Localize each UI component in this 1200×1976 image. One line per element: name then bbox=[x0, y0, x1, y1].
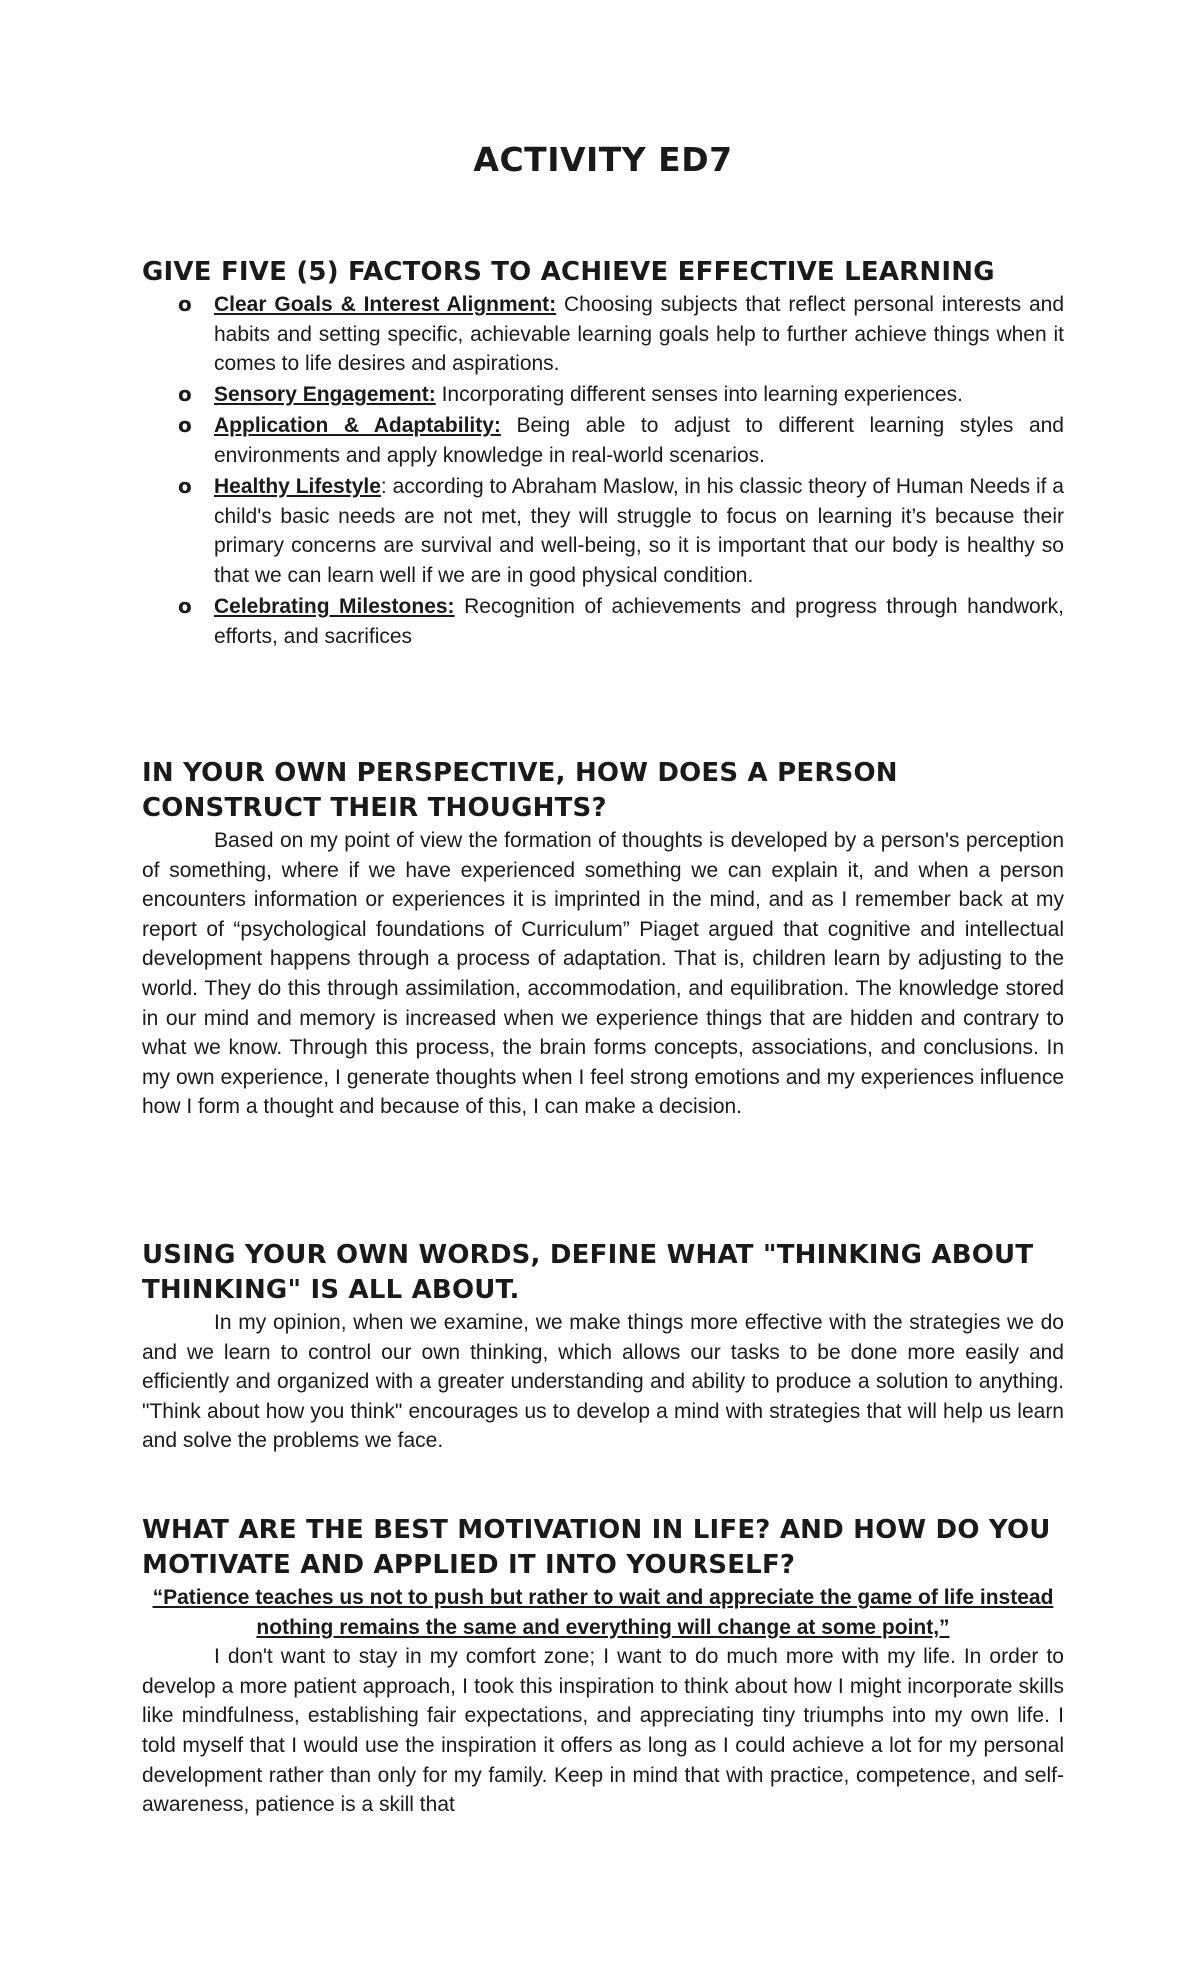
factor-description: Choosing subjects that reflect personal interests and habits and setting specific, achievable learning goals help to further achieve things when it comes to life desires and aspirations. bbox=[214, 293, 1065, 376]
document-title: ACTIVITY ED7 bbox=[473, 140, 733, 179]
factor-term: Application & Adaptability: bbox=[214, 414, 501, 438]
section-heading-metacognition: USING YOUR OWN WORDS, DEFINE WHAT "THINKING ABOUT THINKING" IS ALL ABOUT. bbox=[142, 1240, 1034, 1305]
factor-description: Recognition of achievements and progress through handwork, efforts, and sacrifices bbox=[214, 594, 1064, 648]
section-thoughts bbox=[142, 756, 1064, 1122]
section-heading-thoughts: IN YOUR OWN PERSPECTIVE, HOW DOES A PERSON CONSTRUCT THEIR THOUGHTS? bbox=[142, 758, 898, 823]
factor-term: Healthy Lifestyle bbox=[214, 475, 381, 499]
list-item bbox=[142, 592, 1064, 651]
bullet-icon: o bbox=[178, 292, 192, 316]
factor-list bbox=[142, 290, 1064, 651]
factor-term: Sensory Engagement: bbox=[214, 383, 436, 407]
section-metacognition bbox=[142, 1238, 1064, 1456]
factor-description: : according to Abraham Maslow, in his classic theory of Human Needs if a child's basic needs are not met, they will struggle to focus on learning it’s because their primary concerns are survival and well-being, so it is important that our body is healthy so that we can learn well if we are in good physical condition. bbox=[214, 475, 1064, 587]
section-heading-motivation: WHAT ARE THE BEST MOTIVATION IN LIFE? AND HOW DO YOU MOTIVATE AND APPLIED IT INTO YOURSELF? bbox=[142, 1515, 1051, 1580]
list-item bbox=[142, 380, 1064, 410]
list-item bbox=[142, 290, 1064, 379]
factor-description: Incorporating different senses into learning experiences. bbox=[435, 383, 964, 407]
section-heading-factors: GIVE FIVE (5) FACTORS TO ACHIEVE EFFECTIVE LEARNING bbox=[142, 257, 995, 287]
paragraph-thoughts: Based on my point of view the formation of thoughts is developed by a person's perception of something, where if we have experienced something we can explain it, and when a person encounters information or experiences it is imprinted in the mind, and as I remember back at my report of “psychological foundations of Curriculum” Piaget argued that cognitive and intellectual development happens through a process of adaptation. That is, children learn by adjusting to the world. They do this through assimilation, accommodation, and equilibration. The knowledge stored in our mind and memory is increased when we experience things that are hidden and contrary to what we know. Through this process, the brain forms concepts, associations, and conclusions. In my own experience, I generate thoughts when I feel strong emotions and my experiences influence how I form a thought and because of this, I can make a decision. bbox=[142, 829, 1064, 1119]
bullet-icon: o bbox=[178, 593, 192, 618]
section-factors bbox=[142, 255, 1064, 653]
bullet-icon: o bbox=[178, 382, 192, 407]
paragraph-metacognition: In my opinion, when we examine, we make things more effective with the strategies we do and we learn to control our own thinking, which allows our tasks to be done more easily and efficiently and organized with a greater understanding and ability to produce a solution to anything. "Think about how you think" encourages us to develop a mind with strategies that will help us learn and solve the problems we face. bbox=[142, 1311, 1064, 1453]
factor-term: Clear Goals & Interest Alignment: bbox=[214, 293, 557, 316]
bullet-icon: o bbox=[178, 413, 192, 438]
list-item bbox=[142, 411, 1064, 470]
bullet-icon: o bbox=[178, 474, 192, 499]
factor-description: Being able to adjust to different learning styles and environments and apply knowledge in real-world scenarios. bbox=[214, 414, 1064, 467]
list-item bbox=[142, 472, 1064, 590]
factor-term: Celebrating Milestones: bbox=[214, 594, 455, 618]
motivation-quote: “Patience teaches us not to push but rather to wait and appreciate the game of life instead nothing remains the same and everything will change at some point,” bbox=[152, 1586, 1054, 1639]
section-motivation bbox=[142, 1513, 1064, 1820]
paragraph-motivation: I don't want to stay in my comfort zone; I want to do much more with my life. In order to develop a more patient approach, I took this inspiration to think about how I might incorporate skills like mindfulness, establishing fair expectations, and appreciating tiny triumphs into my own life. I told myself that I would use the inspiration it offers as long as I could achieve a lot for my personal development rather than only for my family. Keep in mind that with practice, competence, and self-awareness, patience is a skill that bbox=[142, 1645, 1064, 1817]
